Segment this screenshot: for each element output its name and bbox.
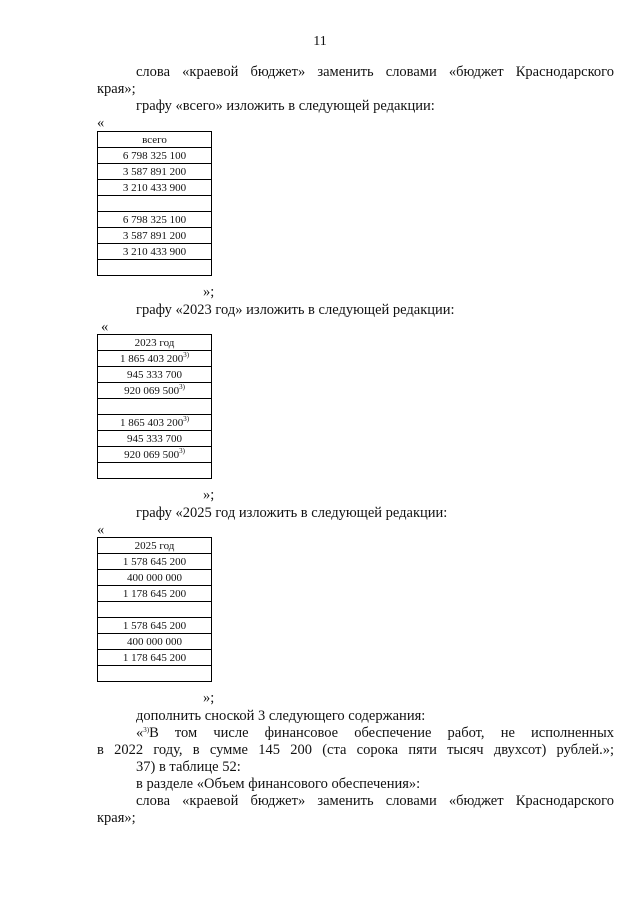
- table-row: [98, 260, 212, 276]
- paragraph-add-footnote: дополнить сноской 3 следующего содержания:: [136, 708, 426, 724]
- table-cell: [98, 650, 212, 666]
- close-quote: »;: [203, 284, 215, 300]
- table-row: [98, 447, 212, 463]
- table-cell: [98, 260, 212, 276]
- table-row: [98, 650, 212, 666]
- table-cell: [98, 431, 212, 447]
- cell-value: 400 000 000: [127, 571, 182, 584]
- close-quote: »;: [203, 487, 215, 503]
- table-cell: [98, 618, 212, 634]
- cell-value: 6 798 325 100: [122, 149, 187, 162]
- table-row: [98, 666, 212, 682]
- table-total-column: [97, 131, 212, 276]
- paragraph-replace-words-line1: слова «краевой бюджет» заменить словами «бюджет Краснодарского: [136, 64, 614, 80]
- table-row: [98, 463, 212, 479]
- cell-value: 400 000 000: [127, 635, 182, 648]
- cell-value: 1 578 645 200: [122, 555, 187, 568]
- table-row: [98, 634, 212, 650]
- paragraph-column-2025: графу «2025 год изложить в следующей редакции:: [136, 505, 448, 521]
- footnote-mark: 3): [183, 414, 190, 423]
- table-row: [98, 415, 212, 431]
- table-row: [98, 228, 212, 244]
- cell-value: 1 578 645 200: [122, 619, 187, 632]
- footnote-text-line1: «$^{3)}$В том числе финансовое обеспечение работ, не исполненных: [136, 725, 614, 741]
- paragraph-table-52: 37) в таблице 52:: [136, 759, 241, 775]
- table-row: [98, 180, 212, 196]
- paragraph-replace-words-2-line2: края»;: [97, 810, 136, 826]
- table-cell: [98, 367, 212, 383]
- close-quote: »;: [203, 690, 215, 706]
- cell-value: 1 178 645 200: [122, 587, 187, 600]
- table-2025-column: [97, 537, 212, 682]
- open-quote: «: [101, 319, 109, 335]
- open-quote: «: [97, 522, 105, 538]
- table-row: [98, 383, 212, 399]
- table-cell: [98, 554, 212, 570]
- table-cell: [98, 244, 212, 260]
- paragraph-section-funding: в разделе «Объем финансового обеспечения»:: [136, 776, 421, 792]
- table-cell: [98, 196, 212, 212]
- table-header-cell: всего: [98, 132, 212, 148]
- table-row: [98, 570, 212, 586]
- table-cell: [98, 228, 212, 244]
- table-cell: [98, 351, 212, 367]
- table-row: [98, 196, 212, 212]
- table-row: [98, 602, 212, 618]
- table-row: [98, 554, 212, 570]
- table-cell: [98, 570, 212, 586]
- footnote-mark: 3): [183, 350, 190, 359]
- table-row: [98, 212, 212, 228]
- page-number: 11: [313, 34, 327, 49]
- footnote-text-line2: в 2022 году, в сумме 145 200 (ста сорока пяти тысяч двухсот) рублей.»;: [97, 742, 614, 758]
- cell-value: 920 069 500: [124, 384, 180, 397]
- table-cell: [98, 148, 212, 164]
- paragraph-replace-words-line2: края»;: [97, 81, 136, 97]
- table-cell: [98, 415, 212, 431]
- cell-value: 1 178 645 200: [122, 651, 187, 664]
- table-cell: [98, 634, 212, 650]
- table-cell: [98, 164, 212, 180]
- table-cell: [98, 463, 212, 479]
- table-row: [98, 367, 212, 383]
- table-row: [98, 244, 212, 260]
- cell-value: 3 210 433 900: [122, 181, 187, 194]
- table-header-cell: 2025 год: [98, 538, 212, 554]
- cell-value: 3 210 433 900: [122, 245, 187, 258]
- paragraph-column-total: графу «всего» изложить в следующей редакции:: [136, 98, 435, 114]
- table-cell: [98, 602, 212, 618]
- table-row: [98, 164, 212, 180]
- cell-value: 3 587 891 200: [122, 229, 187, 242]
- table-cell: [98, 447, 212, 463]
- cell-value: 945 333 700: [127, 368, 182, 381]
- cell-value: 3 587 891 200: [122, 165, 187, 178]
- cell-value: 920 069 500: [124, 448, 180, 461]
- table-row: [98, 148, 212, 164]
- table-row: [98, 618, 212, 634]
- table-row: [98, 431, 212, 447]
- table-row: [98, 399, 212, 415]
- table-cell: [98, 180, 212, 196]
- cell-value: 1 865 403 200: [119, 352, 184, 365]
- table-row: [98, 351, 212, 367]
- paragraph-column-2023: графу «2023 год» изложить в следующей редакции:: [136, 302, 455, 318]
- paragraph-replace-words-2-line1: слова «краевой бюджет» заменить словами «бюджет Краснодарского: [136, 793, 614, 809]
- footnote-mark: 3): [179, 382, 185, 391]
- table-cell: [98, 586, 212, 602]
- table-header-cell: 2023 год: [98, 335, 212, 351]
- table-cell: [98, 383, 212, 399]
- table-2023-column: [97, 334, 212, 479]
- table-cell: [98, 666, 212, 682]
- cell-value: 6 798 325 100: [122, 213, 187, 226]
- table-cell: [98, 212, 212, 228]
- cell-value: 1 865 403 200: [119, 416, 184, 429]
- table-cell: [98, 399, 212, 415]
- open-quote: «: [97, 115, 105, 131]
- table-row: [98, 586, 212, 602]
- footnote-mark: 3): [179, 446, 185, 455]
- cell-value: 945 333 700: [127, 432, 182, 445]
